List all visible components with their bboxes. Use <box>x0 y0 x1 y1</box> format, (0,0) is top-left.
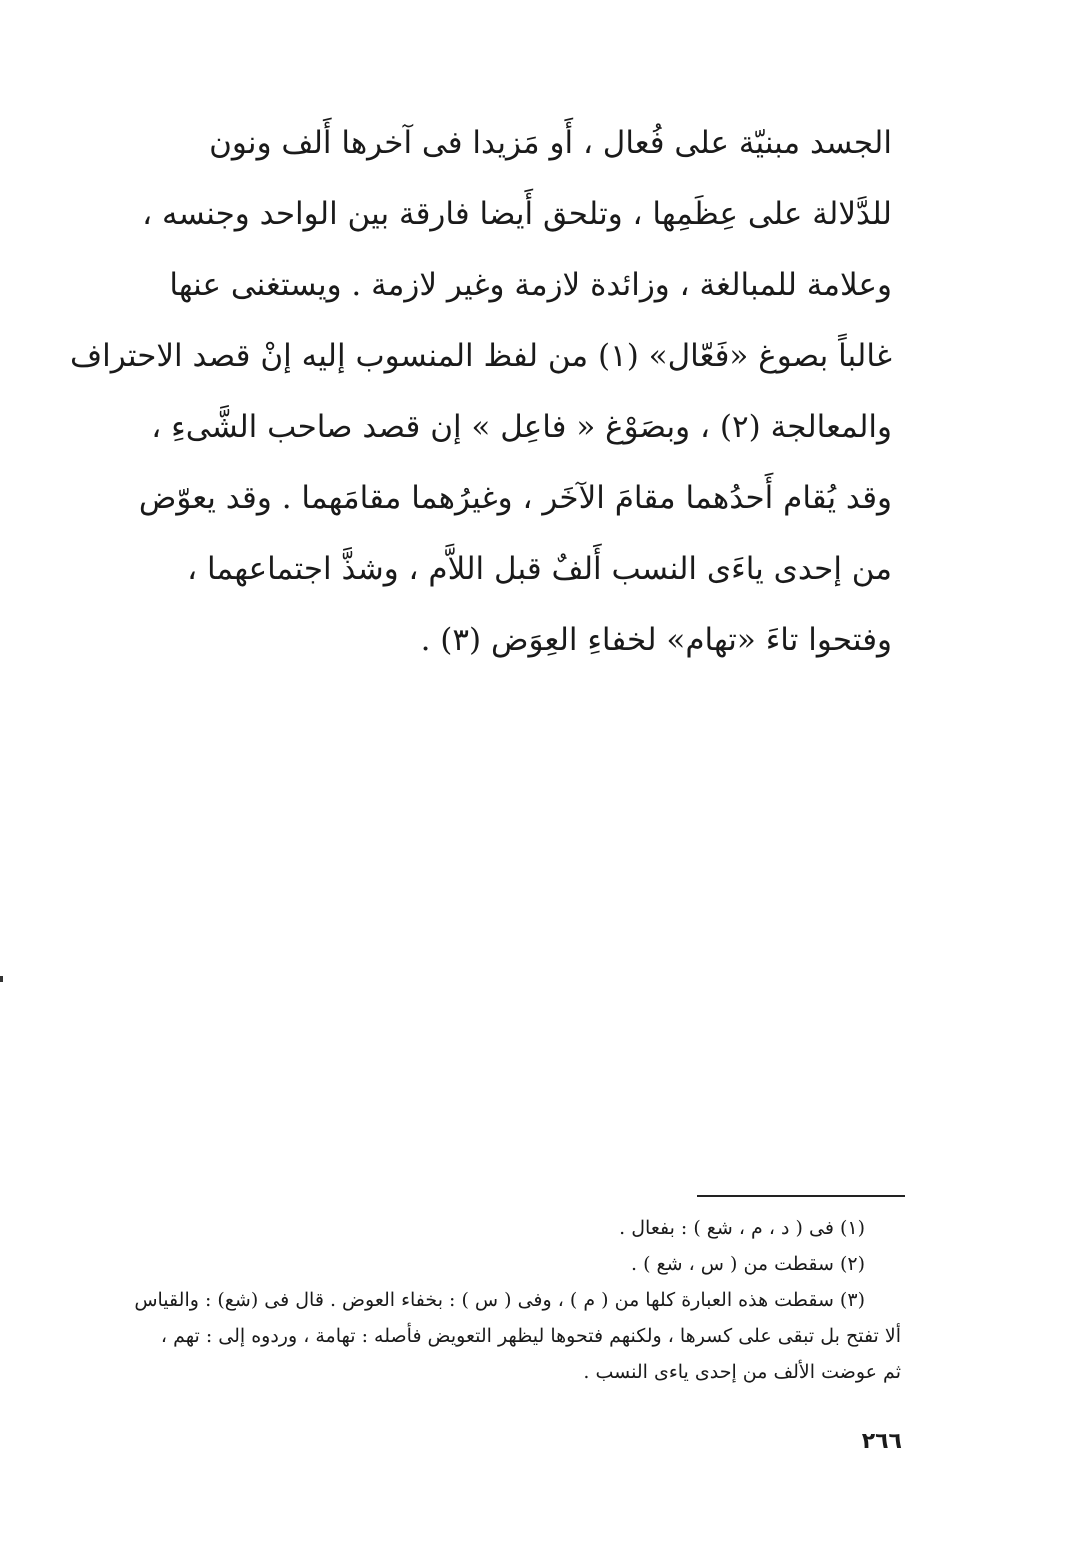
footnote-line: ثم عوضت الألف من إحدى ياءى النسب . <box>583 1361 901 1383</box>
footnote-separator <box>697 1195 905 1197</box>
footnote-line: (٣) سقطت هذه العبارة كلها من ( م ) ، وفى ( س ) : بخفاء العوض . قال فى (شع) : والقياس <box>134 1289 865 1311</box>
main-text-block <box>70 108 892 676</box>
text-line: والمعالجة (٢) ، وبصَوْغ « فاعِل » إن قصد صاحب الشَّىءِ ، <box>151 409 892 445</box>
scan-artifact-mark <box>0 976 3 982</box>
text-line: وعلامة للمبالغة ، وزائدة لازمة وغير لازمة . ويستغنى عنها <box>169 267 892 303</box>
footnote-line: ألا تفتح بل تبقى على كسرها ، ولكنهم فتحوها ليظهر التعويض فأصله : تهامة ، وردوه إلى : تهم ، <box>160 1325 901 1347</box>
text-line: وفتحوا تاءَ «تهام» لخفاءِ العِوَض (٣) . <box>420 622 892 658</box>
footnote-line: (٢) سقطت من ( س ، شع ) . <box>630 1253 865 1275</box>
text-line: من إحدى ياءَى النسب أَلفٌ قبل اللاَّم ، وشذَّ اجتماعهما ، <box>187 551 892 587</box>
footnote-line: (١) فى ( د ، م ، شع ) : بفعال . <box>619 1217 865 1239</box>
text-line: الجسد مبنيّة على فُعال ، أَو مَزيدا فى آخرها أَلف ونون <box>209 125 892 161</box>
text-line: للدَّلالة على عِظَمِها ، وتلحق أَيضا فارقة بين الواحد وجنسه ، <box>142 196 892 232</box>
footnotes-block <box>134 1210 901 1390</box>
text-line: وقد يُقام أَحدُهما مقامَ الآخَر ، وغيرُهما مقامَهما . وقد يعوّض <box>138 480 892 516</box>
text-line: غالباً بصوغ «فَعّال» (١) من لفظ المنسوب إليه إنْ قصد الاحتراف <box>70 338 892 374</box>
page-number: ٢٦٦ <box>861 1429 902 1454</box>
